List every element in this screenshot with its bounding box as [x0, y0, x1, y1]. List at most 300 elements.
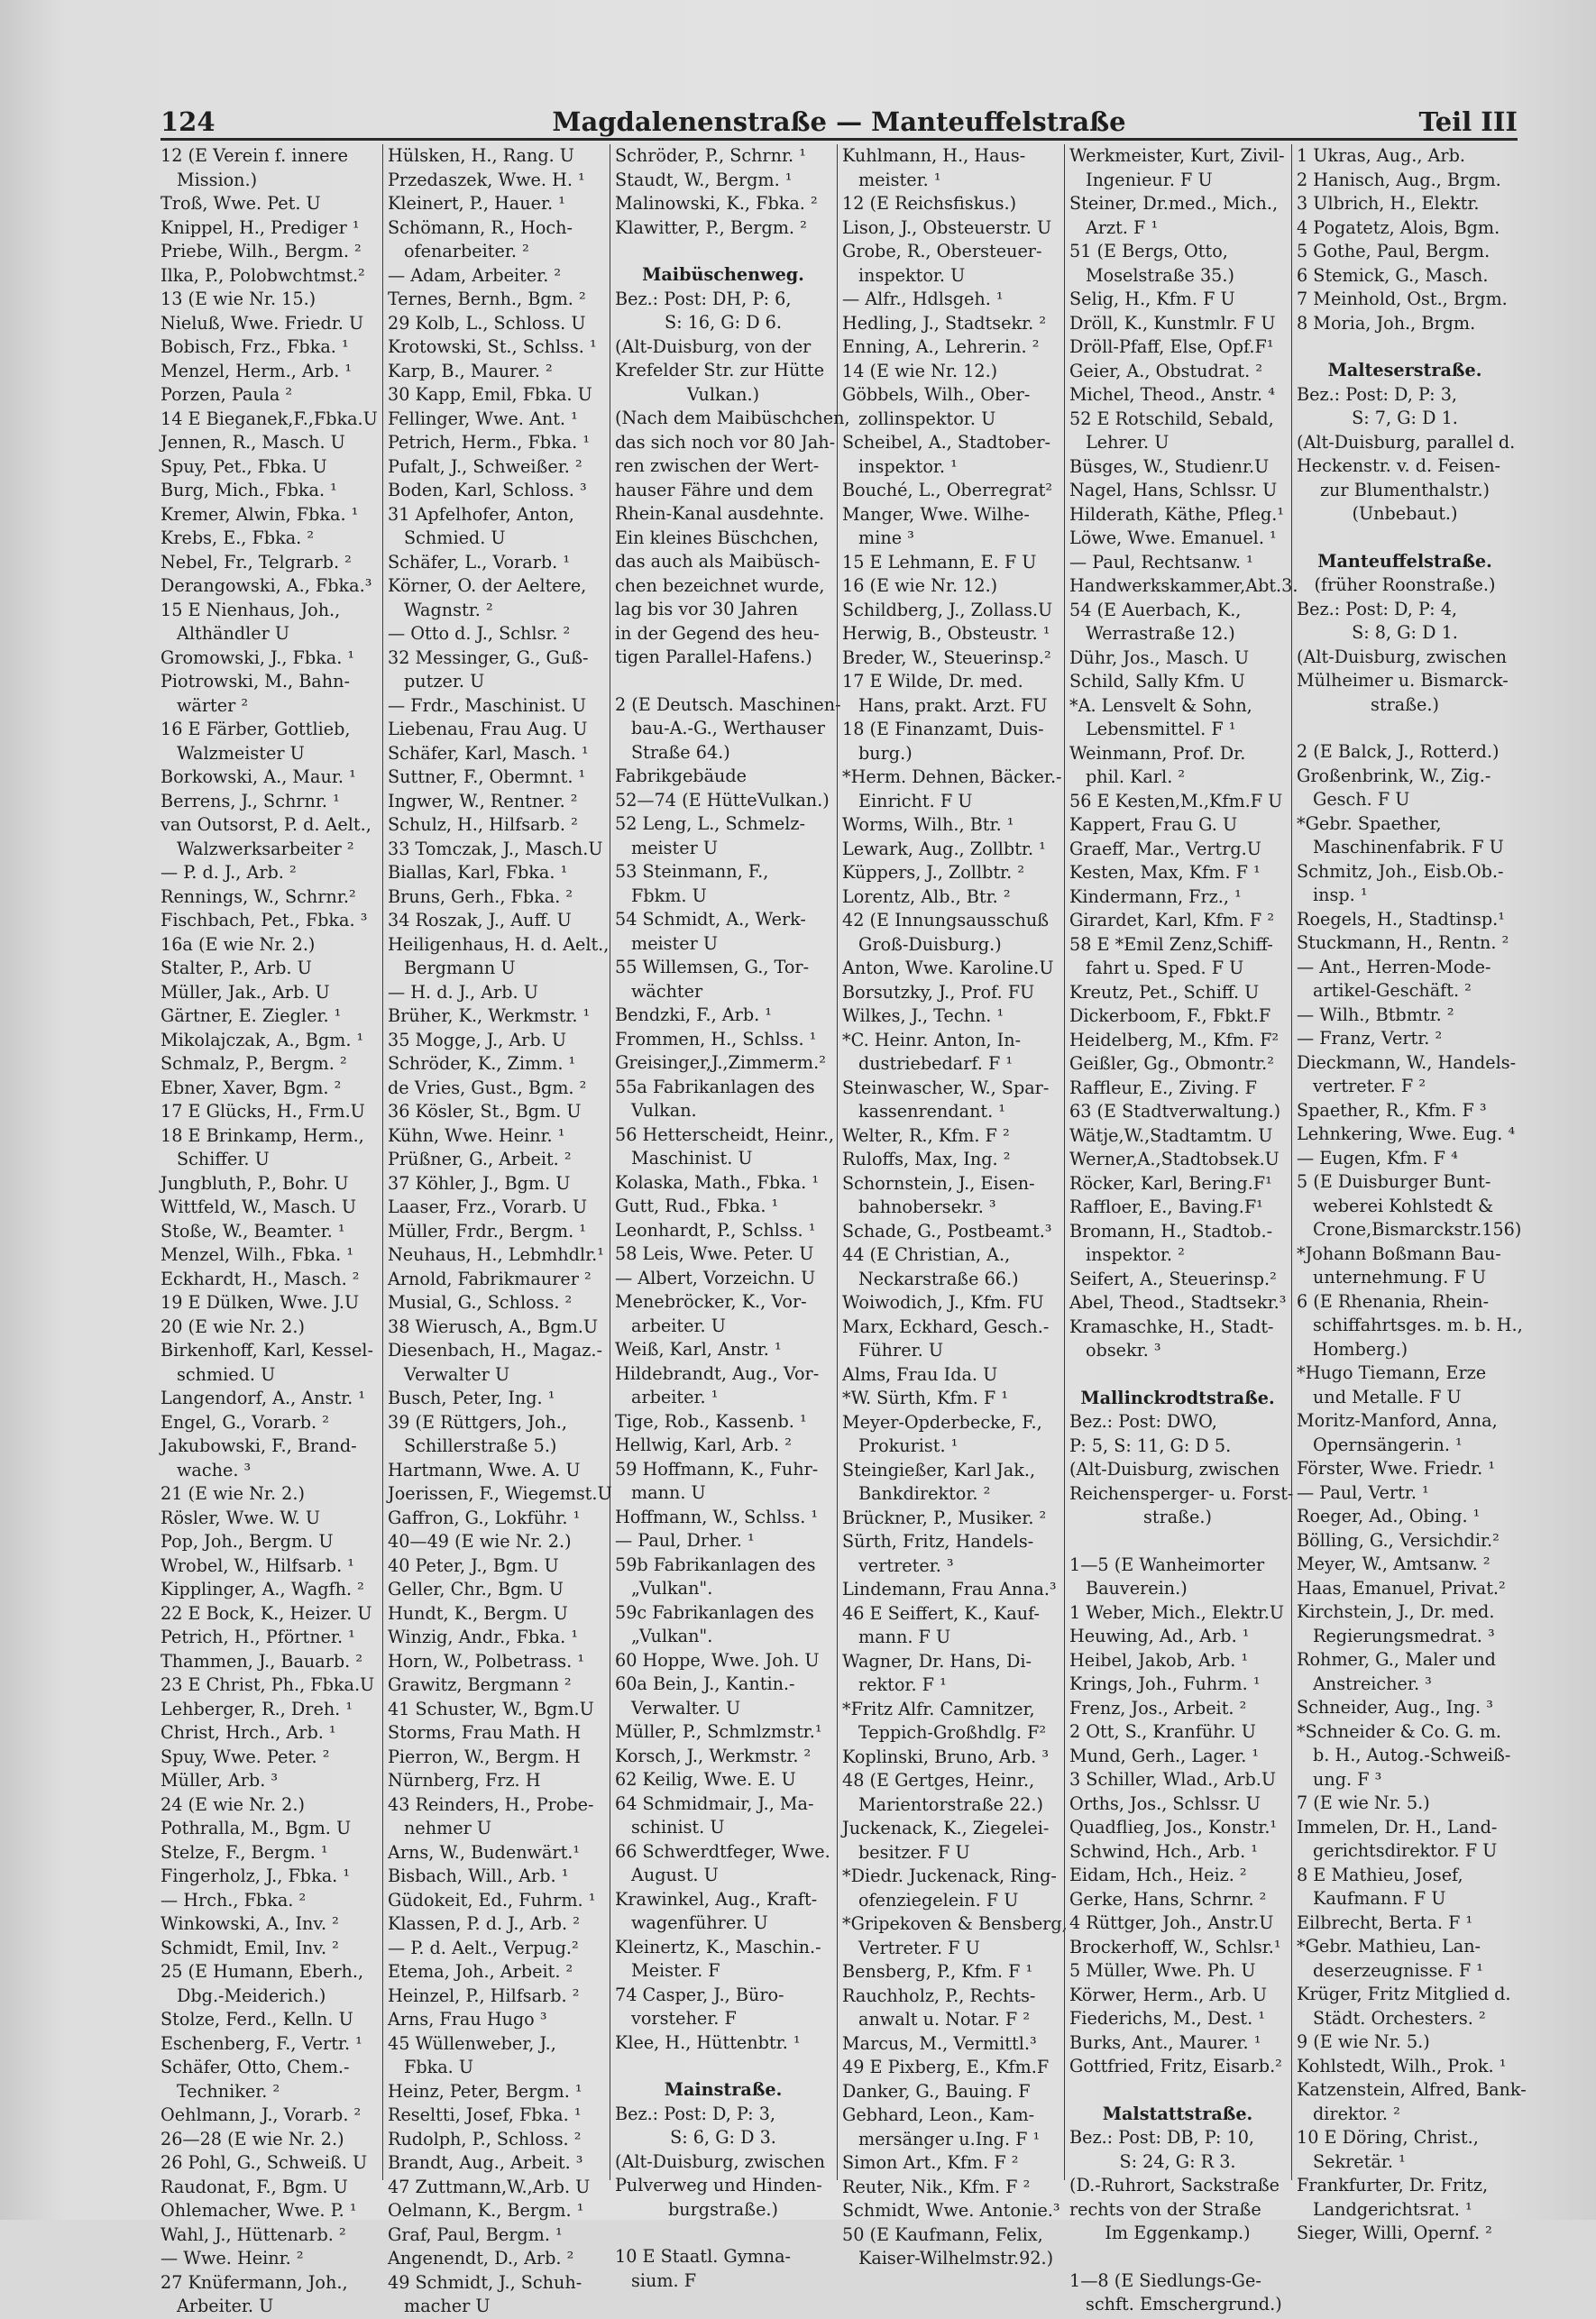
entry-line: Sekretär. ¹	[1313, 2150, 1406, 2172]
entry-line: Bisbach, Will., Arb. ¹	[388, 1865, 569, 1886]
entry-line: inspektor. ²	[1086, 1244, 1185, 1265]
entry-line: — Wilh., Btbmtr. ²	[1297, 1004, 1454, 1025]
entry-line: (Unbebaut.)	[1352, 503, 1458, 524]
entry-line: burgstraße.)	[667, 2198, 779, 2220]
entry-line: Hildebrandt, Aug., Vor-	[615, 1362, 820, 1384]
entry-line: Krüger, Fritz Mitglied d.	[1297, 1984, 1511, 2004]
entry-line: Greisinger,J.,Zimmerm.²	[615, 1052, 826, 1073]
entry-line: Dühr, Jos., Masch. U	[1069, 646, 1250, 668]
column-1	[161, 144, 378, 2316]
entry-line: Eckhardt, H., Masch. ²	[161, 1268, 360, 1289]
entry-line: Moselstraße 35.)	[1086, 264, 1234, 286]
entry-line: phil. Karl. ²	[1086, 766, 1186, 787]
entry-line: 27 Knüfermann, Joh.,	[161, 2271, 348, 2293]
entry-line: kassenrendant. ¹	[858, 1101, 1006, 1122]
entry-line: Althändler U	[177, 623, 290, 644]
entry-line: Arbeiter. U	[177, 2296, 274, 2316]
entry-line: 42 (E Innungsausschuß	[842, 910, 1050, 930]
entry-line: *Diedr. Juckenack, Ring-	[842, 1865, 1057, 1886]
entry-line: Rohmer, G., Maler und	[1297, 1649, 1496, 1670]
entry-line: Herwig, B., Obsteustr. ¹	[842, 623, 1050, 644]
entry-line: Horn, W., Polbetrass. ¹	[388, 1650, 585, 1672]
entry-line: 56 E Kesten,M.,Kfm.F U	[1069, 790, 1283, 811]
entry-line: Gebhard, Leon., Kam-	[842, 2104, 1035, 2125]
entry-line: Petrich, Herm., Fbka. ¹	[388, 432, 591, 453]
entry-line: *Johann Boßmann Bau-	[1297, 1242, 1501, 1264]
entry-line: mersänger u.Ing. F ¹	[858, 2128, 1041, 2149]
entry-line: unternehmung. F U	[1313, 1267, 1486, 1288]
entry-line: (Alt-Duisburg, parallel d.	[1297, 431, 1516, 453]
entry-line: Heibel, Jakob, Arb. ¹	[1069, 1649, 1249, 1671]
column-divider	[1064, 144, 1065, 2180]
entry-line: Güdokeit, Ed., Fuhrm. ¹	[388, 1889, 596, 1911]
entry-line: Dröll-Pfaff, Else, Opf.F¹	[1069, 336, 1274, 357]
entry-line: Jennen, R., Masch. U	[161, 432, 345, 453]
entry-line: Bendzki, F., Arb. ¹	[615, 1004, 772, 1025]
entry-line: 14 E Bieganek,F.,Fbka.U	[161, 408, 378, 429]
spacer	[1069, 2079, 1286, 2103]
entry-line: de Vries, Gust., Bgm. ²	[388, 1077, 587, 1098]
entry-line: Staudt, W., Bergm. ¹	[615, 169, 793, 190]
entry-line: Landgerichtsrat. ¹	[1313, 2198, 1472, 2220]
entry-line: Geller, Chr., Bgm. U	[388, 1579, 564, 1599]
entry-line: putzer. U	[404, 671, 485, 692]
entry-line: Nebel, Fr., Telgrarb. ²	[161, 551, 352, 573]
entry-line: 52—74 (E HütteVulkan.)	[615, 789, 830, 811]
entry-line: Schildberg, J., Zollass.U	[842, 599, 1053, 620]
entry-line: 64 Schmidmair, J., Ma-	[615, 1792, 814, 1814]
entry-line: deserzeugnisse. F ¹	[1313, 1959, 1483, 1981]
entry-line: Fabrikgebäude	[615, 765, 748, 786]
entry-line: Moritz-Manford, Anna,	[1297, 1410, 1498, 1431]
entry-line: Christ, Hrch., Arb. ¹	[161, 1722, 336, 1743]
entry-line: Steingießer, Karl Jak.,	[842, 1459, 1036, 1480]
entry-line: 12 (E Reichsfiskus.)	[842, 193, 1017, 214]
entry-line: 29 Kolb, L., Schloss. U	[388, 312, 586, 334]
entry-line: Müller, Frdr., Bergm. ¹	[388, 1220, 587, 1242]
entry-line: Spuy, Wwe. Peter. ²	[161, 1746, 330, 1767]
entry-line: Rennings, W., Schrnr.²	[161, 885, 356, 907]
entry-line: Schmidt, Wwe. Antonie.³	[842, 2200, 1060, 2221]
entry-line: — P. d. Aelt., Verpug.²	[388, 1937, 579, 1958]
entry-line: 17 E Wilde, Dr. med.	[842, 671, 1023, 692]
entry-line: Haas, Emanuel, Privat.²	[1297, 1577, 1506, 1599]
entry-line: Quadflieg, Jos., Konstr.¹	[1069, 1817, 1278, 1838]
spacer	[1297, 335, 1513, 359]
entry-line: 52 E Rotschild, Sebald,	[1069, 408, 1274, 429]
entry-line: Groß-Duisburg.)	[858, 933, 1002, 955]
entry-line: 4 Pogatetz, Alois, Bgm.	[1297, 216, 1500, 238]
entry-line: 6 (E Rhenania, Rhein-	[1297, 1290, 1490, 1312]
entry-line: 55a Fabrikanlagen des	[615, 1076, 815, 1097]
column-2	[388, 144, 612, 2316]
entry-line: sium. F	[631, 2269, 697, 2291]
entry-line: Klassen, P. d. J., Arb. ²	[388, 1913, 580, 1934]
entry-line: Pierron, W., Bergm. H	[388, 1746, 581, 1767]
entry-line: inspektor. U	[858, 264, 966, 286]
entry-line: Schwind, Hch., Arb. ¹	[1069, 1840, 1258, 1862]
entry-line: Bruns, Gerh., Fbka. ²	[388, 885, 573, 907]
entry-line: Fbka. U	[404, 2057, 474, 2077]
entry-line: Meister. F	[631, 1960, 720, 1981]
entry-line: 58 E *Emil Zenz,Schiff-	[1069, 933, 1273, 955]
entry-line: Hans, prakt. Arzt. FU	[858, 694, 1048, 716]
entry-line: Kindermann, Frz., ¹	[1069, 885, 1242, 907]
entry-line: 1 Ukras, Aug., Arb.	[1297, 145, 1465, 166]
entry-line: (Alt-Duisburg, zwischen	[1069, 1459, 1280, 1480]
entry-line: Danker, G., Bauing. F	[842, 2080, 1031, 2102]
entry-line: inspektor. ¹	[858, 455, 958, 477]
entry-line: wärter ²	[177, 694, 249, 716]
entry-line: 55 Willemsen, G., Tor-	[615, 957, 810, 977]
entry-line: Hundt, K., Bergm. U	[388, 1602, 568, 1624]
entry-line: Stoße, W., Beamter. ¹	[161, 1220, 345, 1242]
entry-line: Ebner, Xaver, Bgm. ²	[161, 1077, 342, 1098]
entry-line: Bez.: Post: DH, P: 6,	[615, 288, 792, 309]
entry-line: Ein kleines Büschchen,	[615, 527, 819, 548]
entry-line: 49 E Pixberg, E., Kfm.F	[842, 2057, 1050, 2077]
entry-line: Weinmann, Prof. Dr.	[1069, 742, 1246, 764]
entry-line: tigen Parallel-Hafens.)	[615, 646, 812, 667]
entry-line: van Outsorst, P. d. Aelt.,	[161, 814, 371, 835]
entry-line: — Wwe. Heinr. ²	[161, 2248, 304, 2269]
spacer	[615, 2055, 831, 2078]
entry-line: Müller, Jak., Arb. U	[161, 981, 330, 1003]
entry-line: Brockerhoff, W., Schlsr.¹	[1069, 1936, 1281, 1957]
entry-line: Lehrer. U	[1086, 432, 1169, 453]
entry-line: 59c Fabrikanlagen des	[615, 1601, 814, 1623]
entry-line: Seifert, A., Steuerinsp.²	[1069, 1268, 1277, 1289]
entry-line: Gärtner, E. Ziegler. ¹	[161, 1005, 342, 1026]
entry-line: 39 (E Rüttgers, Joh.,	[388, 1411, 567, 1433]
entry-line: Girardet, Karl, Kfm. F ²	[1069, 910, 1275, 930]
entry-line: Bankdirektor. ²	[858, 1483, 991, 1504]
entry-line: 7 Meinhold, Ost., Brgm.	[1297, 289, 1508, 309]
entry-line: — Paul, Drher. ¹	[615, 1530, 755, 1551]
entry-line: bau-A.-G., Werthauser	[631, 718, 825, 738]
spacer	[1069, 1530, 1286, 1554]
entry-line: Langendorf, A., Anstr. ¹	[161, 1388, 366, 1408]
entry-line: ren zwischen der Wert-	[615, 455, 820, 476]
entry-line: in der Gegend des heu-	[615, 622, 820, 644]
entry-line: Mülheimer u. Bismarck-	[1297, 670, 1509, 691]
entry-line: macher U	[404, 2296, 491, 2316]
entry-line: Kleinertz, K., Maschin.-	[615, 1936, 821, 1957]
entry-line: Menebröcker, K., Vor-	[615, 1291, 807, 1312]
street-heading: Malstattstraße.	[1102, 2103, 1253, 2124]
header-rule	[161, 138, 1518, 141]
entry-line: Heidelberg, M., Kfm. F²	[1069, 1029, 1280, 1050]
column-divider	[382, 144, 383, 2180]
entry-line: Krebs, E., Fbka. ²	[161, 527, 315, 548]
entry-line: Klawitter, P., Bergm. ²	[615, 216, 807, 238]
entry-line: 1 Weber, Mich., Elektr.U	[1069, 1601, 1285, 1623]
entry-line: Korsch, J., Werkmstr. ²	[615, 1745, 812, 1766]
entry-line: Fischbach, Pet., Fbka. ³	[161, 910, 368, 930]
spacer	[1297, 717, 1513, 740]
page-number: 124	[161, 106, 216, 137]
entry-line: ofenarbeiter. ²	[404, 241, 529, 261]
entry-line: 3 Schiller, Wlad., Arb.U	[1069, 1769, 1277, 1790]
entry-line: Arns, Frau Hugo ³	[388, 2009, 547, 2030]
entry-line: Roeger, Ad., Obing. ¹	[1297, 1506, 1481, 1526]
entry-line: Rudolph, P., Schloss. ²	[388, 2128, 582, 2149]
entry-line: Gaffron, G., Lokführ. ¹	[388, 1507, 581, 1528]
spacer	[615, 2222, 831, 2245]
entry-line: Diesenbach, H., Magaz.-	[388, 1340, 602, 1361]
entry-line: Heuwing, Ad., Arb. ¹	[1069, 1626, 1250, 1646]
entry-line: *Gebr. Spaether,	[1297, 812, 1442, 834]
entry-line: 19 E Dülken, Wwe. J.U	[161, 1292, 360, 1313]
entry-line: Marcus, M., Vermittl.³	[842, 2032, 1037, 2054]
entry-line: Spuy, Pet., Fbka. U	[161, 455, 327, 477]
entry-line: Steiner, Dr.med., Mich.,	[1069, 193, 1279, 214]
entry-line: schinist. U	[631, 1817, 725, 1838]
entry-line: (Nach dem Maibüschchen,	[615, 408, 850, 428]
entry-line: — Albert, Vorzeichn. U	[615, 1267, 816, 1288]
entry-line: Schmalz, P., Bergm. ²	[161, 1053, 347, 1074]
entry-line: Lehnkering, Wwe. Eug. ⁴	[1297, 1123, 1516, 1144]
entry-line: obsekr. ³	[1086, 1340, 1161, 1361]
entry-line: Schneider, Aug., Ing. ³	[1297, 1697, 1493, 1718]
entry-line: Stelze, F., Bergm. ¹	[161, 1841, 328, 1863]
entry-line: 51 (E Bergs, Otto,	[1069, 241, 1228, 261]
entry-line: — Otto d. J., Schlsr. ²	[388, 623, 571, 644]
entry-line: 59b Fabrikanlagen des	[615, 1554, 816, 1575]
entry-line: 2 (E Deutsch. Maschinen-	[615, 693, 841, 715]
entry-line: 10 E Staatl. Gymna-	[615, 2246, 792, 2267]
entry-line: Borsutzky, J., Prof. FU	[842, 981, 1035, 1003]
entry-line: 1—8 (E Siedlungs-Ge-	[1069, 2269, 1261, 2291]
entry-line: Michel, Theod., Anstr. ⁴	[1069, 384, 1275, 405]
entry-line: 49 Schmidt, J., Schuh-	[388, 2271, 582, 2293]
entry-line: Koplinski, Bruno, Arb. ³	[842, 1746, 1050, 1767]
entry-line: meister. ¹	[858, 169, 941, 190]
entry-line: Berrens, J., Schrnr. ¹	[161, 790, 340, 811]
entry-line: Kirchstein, J., Dr. med.	[1297, 1601, 1495, 1622]
entry-line: Frenz, Jos., Arbeit. ²	[1069, 1697, 1247, 1719]
entry-line: Woiwodich, J., Kfm. FU	[842, 1292, 1044, 1313]
entry-line: Selig, H., Kfm. F U	[1069, 289, 1235, 309]
entry-line: meister U	[631, 932, 719, 954]
entry-line: Pulverweg und Hinden-	[615, 2175, 822, 2195]
entry-line: 58 Leis, Wwe. Peter. U	[615, 1243, 814, 1264]
entry-line: Werkmeister, Kurt, Zivil-	[1069, 145, 1285, 166]
entry-line: 5 Müller, Wwe. Ph. U	[1069, 1960, 1256, 1981]
entry-line: schft. Emschergrund.)	[1086, 2294, 1282, 2314]
entry-line: Krefelder Str. zur Hütte	[615, 360, 825, 380]
entry-line: Welter, R., Kfm. F ²	[842, 1124, 1010, 1146]
entry-line: weberei Kohlstedt &	[1313, 1195, 1494, 1216]
entry-line: Maschinist. U	[631, 1148, 753, 1169]
entry-line: — Franz, Vertr. ²	[1297, 1028, 1443, 1049]
entry-line: Winkowski, A., Inv. ²	[161, 1913, 339, 1934]
entry-line: nehmer U	[404, 1818, 492, 1838]
entry-line: Orths, Jos., Schlssr. U	[1069, 1792, 1261, 1814]
entry-line: Stalter, P., Arb. U	[161, 958, 312, 978]
entry-line: Oelmann, K., Bergm. ¹	[388, 2200, 584, 2221]
entry-line: Eidam, Hch., Heiz. ²	[1069, 1865, 1247, 1885]
entry-line: wächter	[631, 980, 703, 1002]
street-heading: Manteuffelstraße.	[1317, 550, 1492, 572]
entry-line: 31 Apfelhofer, Anton,	[388, 503, 574, 525]
entry-line: Bensberg, P., Kfm. F ¹	[842, 1961, 1033, 1982]
entry-line: 13 (E wie Nr. 15.)	[161, 289, 316, 309]
entry-line: 54 (E Auerbach, K.,	[1069, 599, 1242, 620]
entry-line: Dröll, K., Kunstmlr. F U	[1069, 312, 1276, 334]
directory-columns	[161, 144, 1527, 2316]
entry-line: Katzenstein, Alfred, Bank-	[1297, 2079, 1527, 2100]
entry-line: Bobisch, Frz., Fbka. ¹	[161, 336, 349, 357]
entry-line: Juckenack, K., Ziegelei-	[842, 1818, 1050, 1838]
entry-line: Schröder, K., Zimm. ¹	[388, 1053, 576, 1074]
entry-line: 60a Bein, J., Kantin.-	[615, 1673, 795, 1694]
column-5	[1069, 144, 1298, 2314]
entry-line: Klee, H., Hüttenbtr. ¹	[615, 2031, 801, 2053]
entry-line: ung. F ³	[1313, 1768, 1382, 1790]
entry-line: hauser Fähre und dem	[615, 479, 813, 500]
entry-line: Pufalt, J., Schweißer. ²	[388, 455, 582, 477]
entry-line: Kühn, Wwe. Heinr. ¹	[388, 1124, 565, 1146]
entry-line: Bölling, G., Versichdir.²	[1297, 1529, 1500, 1551]
entry-line: Schäfer, Karl, Masch. ¹	[388, 742, 589, 764]
entry-line: Spaether, R., Kfm. F ³	[1297, 1099, 1487, 1121]
entry-line: 7 (E wie Nr. 5.)	[1297, 1792, 1430, 1813]
entry-line: Meyer-Opderbecke, F.,	[842, 1411, 1042, 1433]
entry-line: Fbkm. U	[631, 885, 707, 906]
entry-line: Roegels, H., Stadtinsp.¹	[1297, 908, 1505, 930]
entry-line: Schäfer, Otto, Chem.-	[161, 2057, 350, 2077]
entry-line: Enning, A., Lehrerin. ²	[842, 336, 1040, 357]
entry-line: 41 Schuster, W., Bgm.U	[388, 1698, 594, 1719]
entry-line: Simon Art., Kfm. F ²	[842, 2152, 1019, 2173]
entry-line: Brüher, K., Werkmstr. ¹	[388, 1005, 591, 1026]
entry-line: bahnobersekr. ³	[858, 1196, 996, 1217]
entry-line: Bauverein.)	[1086, 1578, 1188, 1599]
entry-line: Pop, Joh., Bergm. U	[161, 1531, 334, 1552]
entry-line: Hilderath, Käthe, Pfleg.¹	[1069, 503, 1285, 525]
entry-line: Göbbels, Wilh., Ober-	[842, 384, 1031, 405]
entry-line: 25 (E Humann, Eberh.,	[161, 1961, 364, 1982]
entry-line: *Fritz Alfr. Camnitzer,	[842, 1698, 1035, 1719]
entry-line: das sich noch vor 80 Jah-	[615, 431, 836, 453]
entry-line: Steinwascher, W., Spar-	[842, 1077, 1050, 1098]
entry-line: Bromann, H., Stadtob.-	[1069, 1220, 1273, 1242]
entry-line: Gottfried, Fritz, Eisarb.²	[1069, 2056, 1282, 2076]
entry-line: Ingenieur. F U	[1086, 169, 1213, 190]
part-label: Teil III	[1418, 106, 1518, 137]
entry-line: 45 Wüllenweber, J.,	[388, 2032, 556, 2054]
entry-line: Nagel, Hans, Schlssr. U	[1069, 480, 1278, 500]
entry-line: insp. ¹	[1313, 885, 1368, 905]
entry-line: Borkowski, A., Maur. ¹	[161, 766, 356, 787]
entry-line: — H. d. J., Arb. U	[388, 981, 538, 1003]
entry-line: Wagner, Dr. Hans, Di-	[842, 1650, 1032, 1672]
entry-line: Kleinert, P., Hauer. ¹	[388, 193, 565, 214]
entry-line: Mission.)	[177, 169, 258, 190]
entry-line: Frommen, H., Schlss. ¹	[615, 1028, 817, 1050]
entry-line: Bez.: Post: D, P: 3,	[615, 2103, 776, 2124]
entry-line: *A. Lensvelt & Sohn,	[1069, 694, 1252, 716]
entry-line: Thammen, J., Bauarb. ²	[161, 1650, 363, 1672]
entry-line: Kuhlmann, H., Haus-	[842, 145, 1026, 166]
entry-line: Joerissen, F., Wiegemst.U	[388, 1483, 612, 1504]
entry-line: Techniker. ²	[177, 2080, 280, 2102]
entry-line: Jungbluth, P., Bohr. U	[161, 1172, 349, 1194]
entry-line: Großenbrink, W., Zig.-	[1297, 765, 1491, 786]
entry-line: Körwer, Herm., Arb. U	[1069, 1984, 1268, 2005]
entry-line: Anstreicher. ³	[1313, 1673, 1432, 1694]
entry-line: mine ³	[858, 527, 914, 548]
entry-line: mann. F U	[858, 1627, 951, 1647]
entry-line: zollinspektor. U	[858, 408, 996, 429]
entry-line: Vertreter. F U	[858, 1937, 980, 1958]
entry-line: b. H., Autog.-Schweiß-	[1313, 1745, 1511, 1765]
entry-line: Bouché, L., Oberregrat²	[842, 480, 1053, 500]
entry-line: 40—49 (E wie Nr. 2.)	[388, 1531, 572, 1552]
entry-line: Scheibel, A., Stadtober-	[842, 432, 1050, 453]
entry-line: Werner,A.,Stadtobsek.U	[1069, 1149, 1280, 1169]
entry-line: Verwalter. U	[631, 1697, 741, 1719]
entry-line: Arns, W., Budenwärt.¹	[388, 1841, 581, 1863]
entry-line: Lindemann, Frau Anna.³	[842, 1579, 1057, 1599]
entry-line: Breder, W., Steuerinsp.²	[842, 646, 1051, 668]
entry-line: 37 Köhler, J., Bgm. U	[388, 1172, 571, 1194]
entry-line: Hedling, J., Stadtsekr. ²	[842, 312, 1047, 334]
entry-line: Schäfer, L., Vorarb. ¹	[388, 551, 571, 573]
entry-line: Wahl, J., Hüttenarb. ²	[161, 2223, 346, 2245]
entry-line: „Vulkan".	[631, 1626, 713, 1646]
entry-line: Schild, Sally Kfm. U	[1069, 671, 1245, 692]
entry-line: — Adam, Arbeiter. ²	[388, 264, 562, 286]
entry-line: Städt. Orchesters. ²	[1313, 2007, 1486, 2029]
entry-line: Fingerholz, J., Fbka. ¹	[161, 1865, 351, 1886]
entry-line: Löwe, Wwe. Emanuel. ¹	[1069, 527, 1277, 548]
entry-line: Petrich, H., Pförtner. ¹	[161, 1627, 355, 1647]
entry-line: 26 Pohl, G., Schweiß. U	[161, 2152, 368, 2173]
entry-line: Rhein-Kanal ausdehnte.	[615, 503, 825, 524]
entry-line: (Alt-Duisburg, von der	[615, 335, 812, 357]
column-3	[615, 144, 850, 2291]
entry-line: 66 Schwerdtfeger, Wwe.	[615, 1840, 830, 1862]
entry-line: S: 16, G: D 6.	[664, 312, 782, 333]
entry-line: 1—5 (E Wanheimorter	[1069, 1554, 1265, 1575]
entry-line: Ingwer, W., Rentner. ²	[388, 790, 578, 811]
entry-line: Schiffer. U	[177, 1149, 270, 1169]
entry-line: *Gripekoven & Bensberg,	[842, 1913, 1068, 1934]
entry-line: Regierungsmedrat. ³	[1313, 1625, 1495, 1646]
entry-line: Führer. U	[858, 1340, 943, 1361]
entry-line: Raffloer, E., Baving.F¹	[1069, 1196, 1263, 1217]
entry-line: Kremer, Alwin, Fbka. ¹	[161, 503, 359, 525]
entry-line: Liebenau, Frau Aug. U	[388, 719, 588, 739]
entry-line: Schulz, H., Hilfsarb. ²	[388, 814, 578, 835]
entry-line: Graf, Paul, Bergm. ¹	[388, 2223, 563, 2245]
entry-line: Wittfeld, W., Masch. U	[161, 1196, 357, 1217]
entry-line: Przedaszek, Wwe. H. ¹	[388, 169, 585, 190]
entry-line: Bez.: Post: D, P: 4,	[1297, 598, 1458, 619]
entry-line: Hartmann, Wwe. A. U	[388, 1459, 581, 1480]
entry-line: 33 Tomczak, J., Masch.U	[388, 838, 603, 859]
entry-line: Immelen, Dr. H., Land-	[1297, 1816, 1498, 1838]
entry-line: Troß, Wwe. Pet. U	[161, 193, 321, 214]
entry-line: Marx, Eckhard, Gesch.-	[842, 1315, 1050, 1337]
entry-line: Nieluß, Wwe. Friedr. U	[161, 312, 364, 334]
entry-line: 2 (E Balck, J., Rotterd.)	[1297, 741, 1500, 762]
entry-line: — P. d. J., Arb. ²	[161, 862, 297, 883]
entry-line: Teppich-Großhdlg. F²	[858, 1722, 1047, 1743]
entry-line: Gerke, Hans, Schrnr. ²	[1069, 1888, 1267, 1910]
